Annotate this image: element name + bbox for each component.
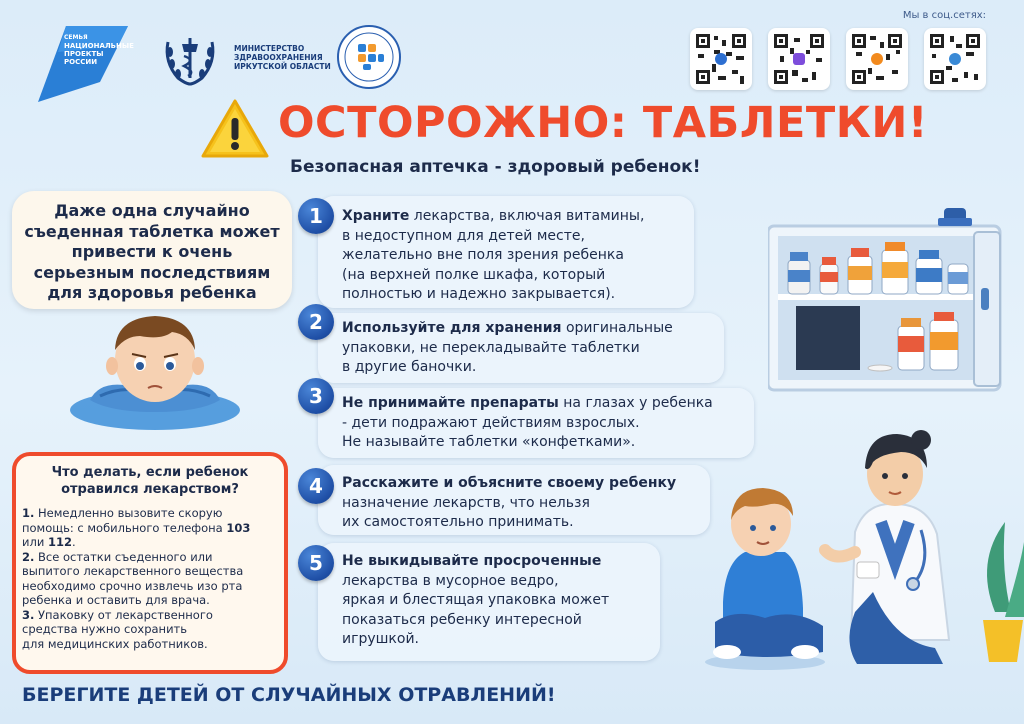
footer-slogan: БЕРЕГИТЕ ДЕТЕЙ ОТ СЛУЧАЙНЫХ ОТРАВЛЕНИЙ!: [22, 684, 556, 706]
step-number-1: 1: [298, 198, 334, 234]
sad-child-illustration: [70, 300, 240, 430]
qr-pattern-icon: [852, 34, 902, 84]
national-projects-logo-text: СЕМЬЯ НАЦИОНАЛЬНЫЕ ПРОЕКТЫ РОССИИ: [64, 34, 134, 66]
warning-triangle-icon: [200, 98, 270, 160]
bubble-line: съеденная таблетка может: [24, 221, 280, 241]
page-subtitle: Безопасная аптечка - здоровый ребенок!: [290, 157, 701, 177]
step-number-2: 2: [298, 304, 334, 340]
step-number-4: 4: [298, 468, 334, 504]
medicine-cabinet-illustration: [768, 202, 1006, 394]
social-caption: Мы в соц.сетях:: [902, 10, 986, 21]
step-text-1: Храните лекарства, включая витамины, в недоступном для детей месте, желательно вне поля зрения ребенка (на верхней полке шкафа, который полностью и надежно закрывается).: [342, 208, 645, 302]
qr-pattern-icon: [930, 34, 980, 84]
step-text-5: Не выкидывайте просроченные лекарства в мусорное ведро, яркая и блестящая упаковка может показаться ребенку интересной игрушкой.: [342, 553, 610, 647]
ministry-name: МИНИСТЕРСТВО ЗДРАВООХРАНЕНИЯ ИРКУТСКОЙ ОБЛАСТИ: [234, 44, 331, 71]
qr-pattern-icon: [774, 34, 824, 84]
warning-bubble: [12, 191, 292, 309]
page-title: ОСТОРОЖНО: ТАБЛЕТКИ!: [278, 98, 928, 148]
bubble-line: серьезным последствиям: [33, 262, 271, 282]
medical-center-logo: [336, 24, 402, 90]
qr-code-max[interactable]: [768, 28, 830, 90]
poisoning-steps: 1. Немедленно вызовите скорую помощь: с мобильного телефона 103 или 112. 2. Все остатки съеденного или выпитого лекарственного вещества необходимо срочно извлечь изо рта ребенка и оставить для врача. 3. Упаковку от лекарственного средства нужно сохранить для медицинских работников.: [22, 506, 251, 651]
bubble-line: привести к очень: [71, 242, 233, 261]
step-text-4: Расскажите и объясните своему ребенку назначение лекарств, что нельзя их самостоятельно принимать.: [342, 475, 677, 530]
qr-code-vk[interactable]: [690, 28, 752, 90]
bubble-line: для здоровья ребенка: [47, 283, 257, 302]
step-number-5: 5: [298, 545, 334, 581]
nurse-and-child-illustration: [705, 412, 1024, 674]
bubble-line: Даже одна случайно: [54, 201, 250, 220]
qr-code-telegram[interactable]: [924, 28, 986, 90]
poisoning-title: Что делать, если ребенок отравился лекарством?: [51, 465, 249, 497]
step-text-2: Используйте для хранения оригинальные упаковки, не перекладывайте таблетки в другие баночки.: [342, 320, 673, 375]
step-text-3: Не принимайте препараты на глазах у ребенка - дети подражают действиям взрослых. Не называйте таблетки «конфетками».: [342, 395, 713, 450]
ministry-emblem: [160, 32, 220, 86]
qr-pattern-icon: [696, 34, 746, 84]
qr-code-ok[interactable]: [846, 28, 908, 90]
poisoning-instructions-box: [12, 452, 288, 674]
step-number-3: 3: [298, 378, 334, 414]
